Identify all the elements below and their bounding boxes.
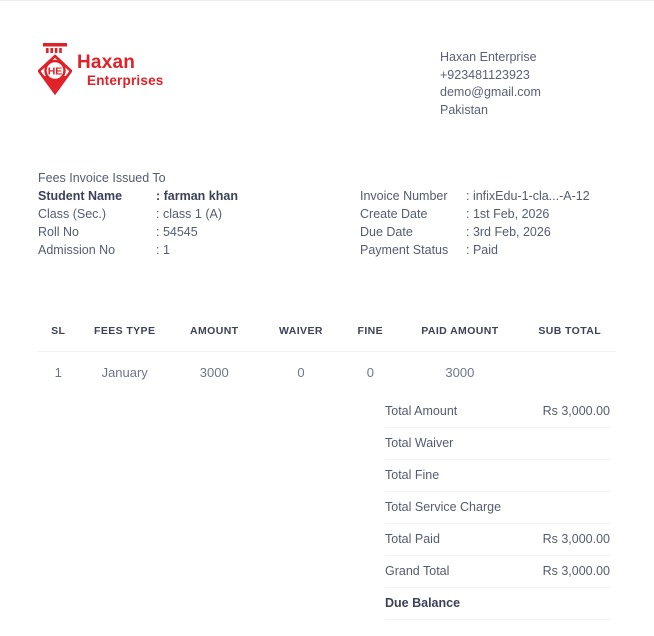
class-value: : class 1 (A) [156, 207, 222, 221]
cell-amount: 3000 [199, 365, 229, 380]
col-header-paid-amount: PAID AMOUNT [396, 325, 523, 352]
total-paid-value: Rs 3,000.00 [542, 532, 610, 546]
totals-section [385, 396, 610, 620]
invoice-info-section [0, 169, 654, 259]
logo-name: Haxan [77, 52, 136, 73]
payment-status-label: Payment Status [360, 243, 449, 257]
due-balance-label: Due Balance [385, 596, 461, 610]
roll-no-value: : 54545 [156, 225, 198, 239]
col-header-fees-type: FEES TYPE [78, 325, 170, 352]
cell-sub-total [523, 352, 616, 391]
admission-no-row [38, 241, 238, 259]
fees-table [38, 325, 616, 390]
total-paid-label: Total Paid [385, 532, 440, 546]
company-email: demo@gmail.com [440, 85, 541, 99]
issued-to-heading: Fees Invoice Issued To [38, 171, 166, 185]
due-date-label: Due Date [360, 225, 413, 239]
col-header-waiver: WAIVER [258, 325, 345, 352]
total-service-charge-row [385, 492, 610, 524]
company-phone: +923481123923 [440, 67, 530, 82]
cell-fine: 0 [366, 365, 374, 380]
total-waiver-label: Total Waiver [385, 436, 454, 450]
class-label: Class (Sec.) [38, 207, 107, 221]
class-row [38, 205, 238, 223]
col-header-sub-total: SUB TOTAL [523, 325, 616, 352]
cell-paid-amount: 3000 [445, 365, 475, 380]
company-logo [38, 43, 163, 95]
table-row [38, 352, 616, 391]
grand-total-value: Rs 3,000.00 [542, 564, 610, 578]
payment-status-row [360, 241, 616, 259]
svg-text:HE: HE [47, 65, 63, 78]
total-amount-row [385, 396, 610, 428]
invoice-number-row [360, 187, 616, 205]
roll-no-row [38, 223, 238, 241]
total-amount-value: Rs 3,000.00 [542, 404, 610, 418]
total-waiver-row [385, 428, 610, 460]
grand-total-label: Grand Total [385, 564, 450, 578]
total-service-charge-label: Total Service Charge [385, 500, 502, 514]
cell-waiver: 0 [297, 365, 305, 380]
col-header-fine: FINE [344, 325, 396, 352]
due-balance-row [385, 588, 610, 620]
logo-subname: Enterprises [87, 73, 164, 88]
fees-table-header-row [38, 325, 616, 352]
invoice-meta-block [360, 187, 616, 259]
grand-total-row [385, 556, 610, 588]
invoice-number-value: : infixEdu-1-cla...-A-12 [466, 189, 590, 203]
company-name: Haxan Enterprise [440, 50, 537, 64]
due-date-value: : 3rd Feb, 2026 [466, 225, 551, 239]
create-date-row [360, 205, 616, 223]
roll-no-label: Roll No [38, 225, 79, 239]
student-name-label: Student Name [38, 189, 123, 203]
total-paid-row [385, 524, 610, 556]
total-fine-label: Total Fine [385, 468, 440, 482]
cell-sl: 1 [54, 365, 62, 380]
col-header-amount: AMOUNT [171, 325, 258, 352]
student-name-row [38, 187, 238, 205]
haxan-logo-icon [38, 43, 72, 95]
total-fine-row [385, 460, 610, 492]
admission-no-label: Admission No [38, 243, 116, 257]
due-date-row [360, 223, 616, 241]
company-contact-block [440, 43, 616, 119]
admission-no-value: : 1 [156, 243, 170, 257]
payment-status-value: : Paid [466, 243, 498, 257]
total-amount-label: Total Amount [385, 404, 458, 418]
col-header-sl: SL [38, 325, 78, 352]
create-date-label: Create Date [360, 207, 428, 221]
invoice-number-label: Invoice Number [360, 189, 448, 203]
logo-wordmark [77, 53, 163, 88]
student-name-value: : farman khan [156, 189, 238, 203]
create-date-value: : 1st Feb, 2026 [466, 207, 550, 221]
invoice-header [0, 1, 654, 119]
invoice-page [0, 1, 654, 636]
company-country: Pakistan [440, 102, 488, 117]
cell-fees-type: January [101, 365, 148, 380]
issued-to-block [38, 169, 238, 259]
